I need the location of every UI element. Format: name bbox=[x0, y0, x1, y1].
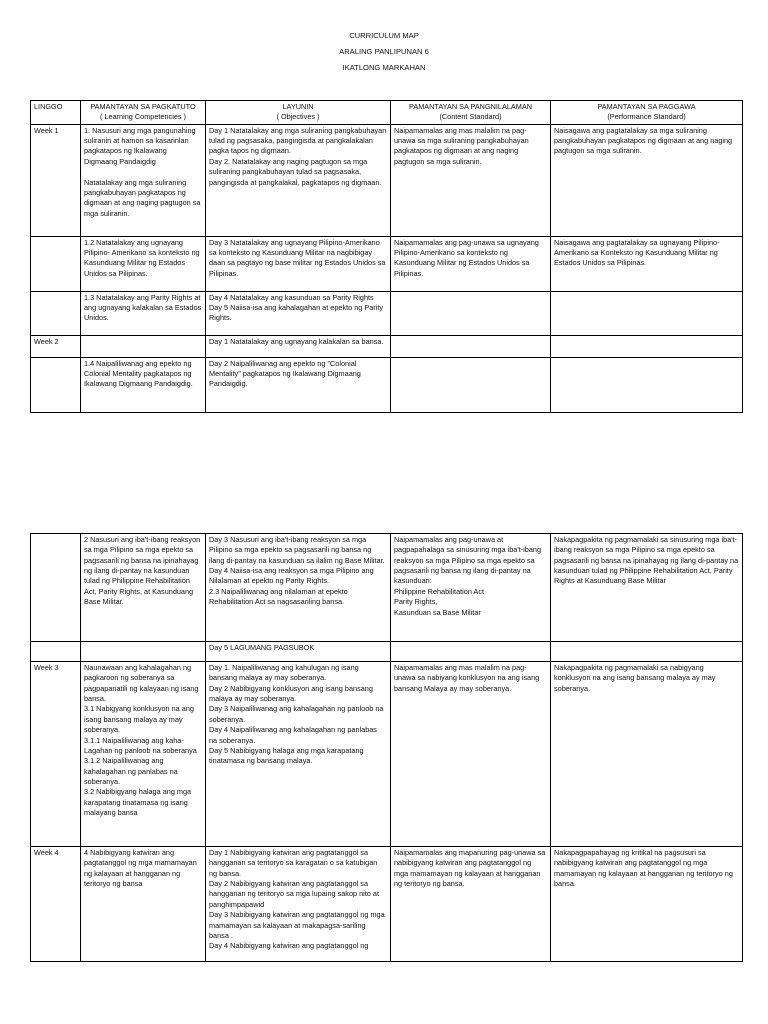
page-break-gap bbox=[0, 420, 768, 530]
content-standard-cell bbox=[391, 357, 551, 412]
week-cell bbox=[31, 642, 81, 662]
table-row bbox=[31, 335, 743, 357]
objective-cell: Day 1 Natatalakay ang mga suliraning pangkabuhayan tulad ng pagsasaka, pangingisda at pangkalakalan pagka tapos ng digmaan. Day 2. Natatalakay ang naging pagtugon sa mga suliraning pangkabuhayan tulad sa pagsasaka, pangingisda at pangkalakal, pagkatapos ng digmaan. bbox=[206, 124, 391, 236]
week-cell: Week 1 bbox=[31, 124, 81, 236]
col-header-objectives: LAYUNIN ( Objectives ) bbox=[206, 101, 391, 125]
table-row bbox=[31, 236, 743, 291]
performance-standard-cell: Nakapagpakita ng pagmamalaki sa sinusuring mga iba't-ibang reaksyon sa mga Pilipino sa mga epekto sa pagsasarili ng bansa na ipinahayag ng ilang di-pantay na kasunduan tulad ng Philippine Rehabilitation Act, Parity Rights at Kasunduang Base Militar bbox=[551, 534, 743, 642]
content-standard-cell bbox=[391, 291, 551, 335]
week-cell bbox=[31, 236, 81, 291]
performance-standard-cell bbox=[551, 291, 743, 335]
doc-quarter: IKATLONG MARKAHAN bbox=[342, 63, 426, 72]
objective-cell: Day 5 LAGUMANG PAGSUBOK bbox=[206, 642, 391, 662]
week-cell: Week 2 bbox=[31, 335, 81, 357]
content-standard-cell: Naipamamalas ang mapanuring pag-unawa sa nabibigyang katwiran ang pagtatanggol ng mga mamamayan ng kalayaan at hangganan ng teritoryo ng bansa. bbox=[391, 847, 551, 962]
competency-cell: Naunawaan ang kahalagahan ng pagkaroon ng soberanya sa pagpapanatili ng kalayaan ng isang bansa. 3.1 Nabigyang konklusyon na ang isang bansang malaya ay may soberanya. 3.1.1 Naipaliliwanag ang kaha-Lagahan ng panloob na soberanya 3.1.2 Naipaliliwanag ang kahalagahan ng panlabas na soberanya. 3.2 Nabibigyang halaga ang mga karapatang tinatamasa ng isang malayang bansa bbox=[81, 662, 206, 847]
curriculum-table-page2 bbox=[30, 533, 743, 962]
week-cell bbox=[31, 534, 81, 642]
competency-cell: 1.2 Natatalakay ang ugnayang Pilipino- Amerikano sa konteksto ng Kasunduang Militar ng Estados Unidos sa Pilipinas. bbox=[81, 236, 206, 291]
week-cell: Week 3 bbox=[31, 662, 81, 847]
performance-standard-cell bbox=[551, 335, 743, 357]
competency-cell: 1.3 Natatalakay ang Parity Rights at ang ugnayang kalakalan sa Estados Unidos. bbox=[81, 291, 206, 335]
objective-cell: Day 3 Nasusuri ang iba't-ibang reaksyon sa mga Pilipino sa mga epekto sa pagsasarili ng bansa ng ilang di-pantay na kasunduan sa ilalim ng Base Militar. Day 4 Naiisa-isa ang reaksyon sa mga Pilipino ang Nilalaman at epekto ng Parity Rights. 2.3 Naipaliliwanag ang nilalaman at epekto Rehabilitation Act sa nagsasariling bansa. bbox=[206, 534, 391, 642]
col-header-content-standard: PAMANTAYAN SA PANGNILALAMAN (Content Standard) bbox=[391, 101, 551, 125]
competency-cell: 1. Nasusuri ang mga pangunahing suliranin at hamon sa kasarinlan pagkatapos ng Ikalawang Digmaang Pandaigdig Natatalakay ang mga suliraning pangkabuhayan pagkatapos ng digmaan at ang naging pagtugon sa mga suliranin. bbox=[81, 124, 206, 236]
competency-cell: 1.4 Naipaliliwanag ang epekto ng Colonial Mentality pagkatapos ng Ikalawang Digmaang Pandaigdig. bbox=[81, 357, 206, 412]
col-header-week: LINGGO bbox=[31, 101, 81, 125]
content-standard-cell bbox=[391, 335, 551, 357]
competency-cell: 4 Nabibigyang katwiran ang pagtatanggol ng mga mamamayan ng kalayaan at hangganan ng teritoryo ng bansa bbox=[81, 847, 206, 962]
table-header-row bbox=[31, 101, 743, 125]
table-row bbox=[31, 847, 743, 962]
table-row bbox=[31, 357, 743, 412]
objective-cell: Day 2 Naipaliliwanag ang epekto ng "Colonial Mentality" pagkatapos ng Ikalawang Digmaang Pandaigdig. bbox=[206, 357, 391, 412]
table-row bbox=[31, 291, 743, 335]
performance-standard-cell bbox=[551, 642, 743, 662]
objective-cell: Day 1. Naipaliliwanag ang kahulugan ng isang bansang malaya ay may soberanya. Day 2 Nabibigyang konklusyon ang isang bansang malaya ay may soberanya. Day 3 Naipaliliwanag ang kahalagahan ng panloob na soberanya. Day 4 Naipaliliwanag ang kahalagahan ng panlabas na soberanya. Day 5 Nabibigyang halaga ang mga karapatang tinatamasa ng bansang malaya. bbox=[206, 662, 391, 847]
content-standard-cell: Naipamamalas ang mas malalim na pag-unawa sa mga suliraning pangkabuhayan pagkatapos ng digmaan at ang naging pagtugon sa mga suliranin. bbox=[391, 124, 551, 236]
col-header-performance-standard: PAMANTAYAN SA PAGGAWA (Performance Standard) bbox=[551, 101, 743, 125]
performance-standard-cell: Nakapagpapahayag ng kritikal na pagsusuri sa nabibigyang katwiran ang pagtatanggol ng mga mamamayan ng kalayaan at hangganan ng teritoryo ng bansa. bbox=[551, 847, 743, 962]
content-standard-cell: Naipamamalas ang mas malalim na pag-unawa sa nabiyang konklusyon na ang isang bansang Malaya ay may soberanya. bbox=[391, 662, 551, 847]
objective-cell: Day 1 Natatalakay ang ugnayang kalakalan sa bansa. bbox=[206, 335, 391, 357]
table-row bbox=[31, 662, 743, 847]
table-row bbox=[31, 124, 743, 236]
curriculum-table-page1 bbox=[30, 100, 743, 413]
objective-cell: Day 1 Nabibigyang katwiran ang pagtatanggol sa hangganan sa teritoryo sa karagatan o sa katubigan ng bansa. Day 2 Nabibigyang katwiran ang pagtatanggol sa hangganan ng teritoryo sa mga lupaing sakop nito at panghimpapawid Day 3 Nabibigyang katwiran ang pagtatanggol ng mga mamamayan sa kalayaan at makapagsa-sariling bansa . Day 4 Nabibigyang katwiran ang pagtatanggol ng bbox=[206, 847, 391, 962]
table-row bbox=[31, 642, 743, 662]
week-cell bbox=[31, 357, 81, 412]
table-row bbox=[31, 534, 743, 642]
document-header bbox=[0, 28, 768, 76]
performance-standard-cell: Naisagawa ang pagtatalakay sa mga suliraning pangkabuhayan pagkatapos ng digmaan at ang naging pagtugon sa mga suliranin. bbox=[551, 124, 743, 236]
doc-title: CURRICULUM MAP bbox=[349, 31, 419, 40]
performance-standard-cell: Naisagawa ang pagtatalakay sa ugnayang Pilipino-Amerikano sa Konteksto ng Kasunduang Militar ng Estados Unidos sa Pilipinas. bbox=[551, 236, 743, 291]
week-cell: Week 4 bbox=[31, 847, 81, 962]
col-header-competencies: PAMANTAYAN SA PAGKATUTO ( Learning Competencies ) bbox=[81, 101, 206, 125]
competency-cell: 2 Nasusuri ang iba't-ibang reaksyon sa mga Pilipino sa mga epekto sa pagsasarili ng bansa na ipinahayag ng ilang di-pantay na kasunduan tulad ng Philippine Rehabilitation Act, Parity Rights, at Kasunduang Base Militar. bbox=[81, 534, 206, 642]
objective-cell: Day 3 Natatalakay ang ugnayang Pilipino-Amerikano sa konteksto ng Kasunduang Militar na nagbibigay daan sa pagtayo ng base militar ng Estados Unidos sa Pilipinas. bbox=[206, 236, 391, 291]
performance-standard-cell: Nakapagpakita ng pagmamalaki sa nabigyang konklusyon na ang isang bansang malaya ay may soberanya. bbox=[551, 662, 743, 847]
competency-cell bbox=[81, 335, 206, 357]
performance-standard-cell bbox=[551, 357, 743, 412]
doc-subject: ARALING PANLIPUNAN 6 bbox=[339, 47, 429, 56]
week-cell bbox=[31, 291, 81, 335]
content-standard-cell: Naipamamalas ang pag-unawa sa ugnayang Pilipino-Amerikano sa konteksto ng Kasunduang Militar ng Estados Unidos sa Pilipinas. bbox=[391, 236, 551, 291]
content-standard-cell: Naipamamalas ang pag-unawa at pagpapahalaga sa sinusuring mga iba't-ibang reaksyon sa mga Pilipino sa mga epekto sa pagsasarili ng bansa ng ilang di-pantay na kasunduan: Philippine Rehabilitation Act Parity Rights, Kasunduan sa Base Militar bbox=[391, 534, 551, 642]
competency-cell bbox=[81, 642, 206, 662]
objective-cell: Day 4 Natatalakay ang kasunduan sa Parity Rights Day 5 Naiisa-isa ang kahalagahan at epekto ng Parity Rights. bbox=[206, 291, 391, 335]
content-standard-cell bbox=[391, 642, 551, 662]
